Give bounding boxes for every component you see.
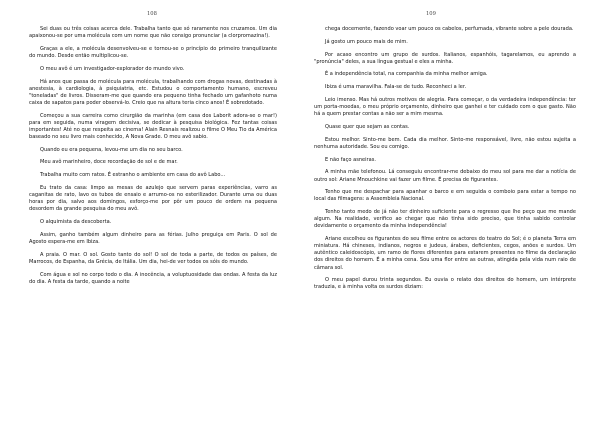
paragraph: O meu avô é um investigador-explorador do mundo vivo. xyxy=(40,65,185,72)
paragraph: Começou a sua carreira como cirurgião da marinha (em casa dos Laborit adora-se o mar!) para em seguida, numa viragem decisiva, se dedicar à pesquisa biológica. Fez tantas coisas importantes! Até no que respeita ao cinema! Alain Resnais realizou o filme O Meu Tio da América baseado no seu livro mais conhecido, A Nova Grade. O meu avô sabio. xyxy=(29,112,277,140)
right-page xyxy=(300,0,600,424)
paragraph: Com água e sol no corpo todo o dia. A inocência, a voluptuosidade das ondas. A festa da luz do dia. A festa da tarde, quando a noite xyxy=(29,271,277,285)
paragraph: Eu trato da casa: limpo as mesas de azulejo que servem paras experiências, varro as caganitas de rato, lavo os tubos de ensaio e arrumo-os no esterilizador. Durante uma ou duas horas por dia, salvo aos domingos, esforço-me por pôr um pouco de ordem na pequena desordem da grande pesquisa do meu avô. xyxy=(29,185,277,213)
paragraph: Tenho tanto medo de já não ter dinheiro suficiente para o regresso que lhe peço que me mande algum. Na realidade, verifico ao chegar que não tinha sido preciso, que tinha sabido controlar devidamente o orçamento da minha independência! xyxy=(314,209,576,230)
right-page-text xyxy=(314,26,576,297)
paragraph: Ariane escolheu os figurantes do seu filme entre os actores do teatro do Sol; é o planeta Terra em miniatura. Há chineses, indianos, negros e judeus, árabes, deficientes, cegos, anões e surdos. Um autêntico caleidoscópio, um ramo de flores diferentes para estarem presentes no filme da declaração dos direitos do homem. É a minha cena. Sou uma flor entre as outras, atingida pela vida num raio de câmara sol. xyxy=(314,236,576,271)
paragraph: chega docemente, fazendo voar um pouco os cabelos, perfumada, vibrante sobre a pele dourada. xyxy=(325,26,574,32)
paragraph: Leio imenso. Mas há outros motivos de alegria. Para começar, o da verdadeira independência: ter um porta-moedas, o meu próprio orçamento, dinheiro que ganhei e ter cuidado com o que gasto. Não há a quem prestar contas a não ser a mim mesma. xyxy=(314,97,576,118)
paragraph: Há anos que passa de molécula para molécula, trabalhando com drogas novas, destinadas à anestesia, à cardiologia, à psiquiatria, etc. Estudou o comportamento humano, escreveu "toneladas" de livros. Disseram-me que quando era pequeno tinha fechado um gafanhoto numa caixa de sapatos para poder observá-lo. Creio que na altura teria cinco anos! É sobredotado. xyxy=(29,78,277,106)
paragraph: A minha mãe telefonou. Lá conseguiu encontrar-me debaixo do meu sol para me dar a notícia de outro sol: Ariane Mnouchkine vai fazer um filme. É precisa de figurantes. xyxy=(314,169,576,183)
paragraph: Por acaso encontro um grupo de surdos. Italianos, espanhóis, tagarelamos, eu aprendo a "pronúncia" deles, a sua língua gestual e eles a minha. xyxy=(314,51,576,65)
left-page-number: 108 xyxy=(147,11,157,17)
paragraph: Graças a ele, a molécula desenvolveu-se e tornou-se o princípio do primeiro tranquilizante do mundo. Desde então multiplicou-se. xyxy=(29,45,277,59)
paragraph: Ibiza é uma maravilha. Fala-se de tudo. Reconheci a ler. xyxy=(325,84,467,91)
paragraph: Quase quer que sejam as contas. xyxy=(325,123,410,130)
paragraph: A praia. O mar. O sol. Gosto tanto do sol! O sol de toda a parte, de todos os países, de Marrocos, de Espanha, da Grécia, de Itália. Um dia, hei-de ver todos os sóis do mundo. xyxy=(29,251,277,265)
paragraph: Meu avô marinheiro, doce recordação de sol e de mar. xyxy=(40,159,178,166)
paragraph: E não faço asneiras. xyxy=(325,156,376,163)
paragraph: Quando eu era pequena, levou-me um dia no seu barco. xyxy=(40,146,183,153)
paragraph: Estou melhor. Sinto-me bem. Cada dia melhor. Sinto-me responsável, livre, não estou sujeita a nenhuma autoridade. Sou eu comigo. xyxy=(314,136,576,150)
paragraph: O alquimista da descoberta. xyxy=(40,219,112,226)
right-page-number: 109 xyxy=(426,11,436,17)
paragraph: Trabalha muito com ratos. É estranho o ambiente em casa do avô Labo... xyxy=(40,172,226,179)
paragraph: Já gosto um pouco mais de mim. xyxy=(325,38,408,45)
paragraph: O meu papel durou trinta segundos. Eu ouvia o relato dos direitos do homem, um intérprete traduzia, e à minha volta os surdos diziam: xyxy=(314,277,576,291)
paragraph: Sei duas ou três coisas acerca dele. Trabalha tanto que só raramente nos cruzamos. Um dia apaixonou-se por uma molécula com um nome que não consigo pronunciar (a clorpromazina!). xyxy=(29,26,277,40)
paragraph: Assim, ganho também algum dinheiro para as férias. Julho preguiça em Paris. O sol de Agosto espera-me em Ibiza. xyxy=(29,231,277,245)
left-page-text xyxy=(29,26,277,291)
paragraph: É a independência total, na companhia da minha melhor amiga. xyxy=(325,71,488,78)
paragraph: Tenho que me despachar para apanhar o barco e em seguida o comboio para estar a tempo no local das filmagens: a Assembleia Nacional. xyxy=(314,189,576,203)
